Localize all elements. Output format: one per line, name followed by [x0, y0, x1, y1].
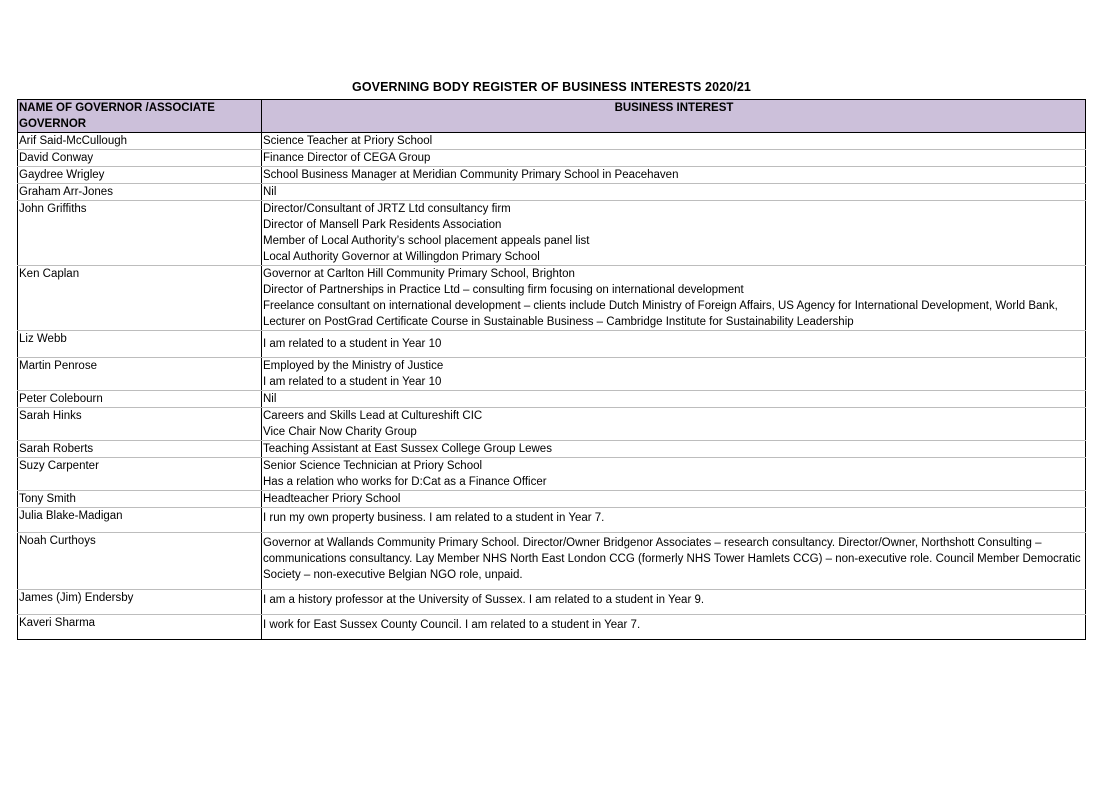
- table-row: [18, 133, 1086, 150]
- interest-line: I am a history professor at the University of Sussex. I am related to a student in Year 9.: [263, 594, 705, 606]
- business-interest: [262, 184, 1086, 201]
- interest-line: School Business Manager at Meridian Community Primary School in Peacehaven: [263, 169, 679, 181]
- table-row: [18, 508, 1086, 533]
- governor-name: Arif Said-McCullough: [18, 133, 262, 150]
- header-name: NAME OF GOVERNOR /ASSOCIATE GOVERNOR: [18, 100, 262, 133]
- interest-line: I run my own property business. I am related to a student in Year 7.: [263, 512, 605, 524]
- governor-name: Martin Penrose: [18, 358, 262, 391]
- interest-line: Governor at Wallands Community Primary School. Director/Owner Bridgenor Associates – research consultancy. Director/Owner, Northshott Consulting – communications consultancy. Lay Member NHS North East London CCG (formerly NHS Tower Hamlets CCG) – non-executive role. Council Member Democratic Society – non-executive Belgian NGO role, unpaid.: [263, 537, 1081, 581]
- governor-name: David Conway: [18, 150, 262, 167]
- governor-name: John Griffiths: [18, 201, 262, 266]
- interest-line: Employed by the Ministry of Justice: [263, 360, 444, 372]
- interest-line: Nil: [263, 393, 277, 405]
- governor-name: Kaveri Sharma: [18, 615, 262, 640]
- governor-name: Noah Curthoys: [18, 533, 262, 590]
- table-row: [18, 184, 1086, 201]
- interest-line: Science Teacher at Priory School: [263, 135, 433, 147]
- interest-line: Nil: [263, 186, 277, 198]
- interest-line: Freelance consultant on international development – clients include Dutch Ministry of Foreign Affairs, US Agency for International Development, World Bank, Lecturer on PostGrad Certificate Course in Sustainable Business – Cambridge Institute for Sustainability Leadership: [263, 300, 1058, 328]
- business-interest: [262, 266, 1086, 331]
- governor-name: Liz Webb: [18, 331, 262, 358]
- table-row: [18, 266, 1086, 331]
- business-interest: [262, 201, 1086, 266]
- document-title: GOVERNING BODY REGISTER OF BUSINESS INTERESTS 2020/21: [352, 80, 751, 94]
- register-table: [17, 99, 1086, 640]
- business-interest: [262, 491, 1086, 508]
- interest-line: Finance Director of CEGA Group: [263, 152, 431, 164]
- table-row: [18, 201, 1086, 266]
- header-business-interest: BUSINESS INTEREST: [262, 100, 1086, 133]
- business-interest: [262, 441, 1086, 458]
- interest-line: Director of Partnerships in Practice Ltd – consulting firm focusing on international development: [263, 284, 744, 296]
- table-row: [18, 358, 1086, 391]
- interest-line: Local Authority Governor at Willingdon Primary School: [263, 251, 540, 263]
- table-row: [18, 491, 1086, 508]
- business-interest: [262, 508, 1086, 533]
- interest-line: Headteacher Priory School: [263, 493, 401, 505]
- business-interest: [262, 167, 1086, 184]
- business-interest: [262, 133, 1086, 150]
- governor-name: James (Jim) Endersby: [18, 590, 262, 615]
- governor-name: Ken Caplan: [18, 266, 262, 331]
- interest-line: I work for East Sussex County Council. I am related to a student in Year 7.: [263, 619, 641, 631]
- table-row: [18, 458, 1086, 491]
- business-interest: [262, 590, 1086, 615]
- interest-line: Director of Mansell Park Residents Association: [263, 219, 502, 231]
- business-interest: [262, 358, 1086, 391]
- interest-line: Careers and Skills Lead at Cultureshift CIC: [263, 410, 483, 422]
- governor-name: Suzy Carpenter: [18, 458, 262, 491]
- interest-line: Governor at Carlton Hill Community Primary School, Brighton: [263, 268, 575, 280]
- table-row: [18, 441, 1086, 458]
- interest-line: Senior Science Technician at Priory School: [263, 460, 483, 472]
- table-row: [18, 391, 1086, 408]
- table-header-row: [18, 100, 1086, 133]
- interest-line: Has a relation who works for D:Cat as a Finance Officer: [263, 476, 547, 488]
- business-interest: [262, 331, 1086, 358]
- interest-line: Director/Consultant of JRTZ Ltd consultancy firm: [263, 203, 511, 215]
- governor-name: Sarah Hinks: [18, 408, 262, 441]
- business-interest: [262, 391, 1086, 408]
- governor-name: Gaydree Wrigley: [18, 167, 262, 184]
- business-interest: [262, 533, 1086, 590]
- table-row: [18, 167, 1086, 184]
- business-interest: [262, 458, 1086, 491]
- table-row: [18, 533, 1086, 590]
- interest-line: I am related to a student in Year 10: [263, 376, 442, 388]
- table-row: [18, 615, 1086, 640]
- table-row: [18, 408, 1086, 441]
- governor-name: Julia Blake-Madigan: [18, 508, 262, 533]
- governor-name: Sarah Roberts: [18, 441, 262, 458]
- interest-line: I am related to a student in Year 10: [263, 338, 442, 350]
- business-interest: [262, 408, 1086, 441]
- table-row: [18, 590, 1086, 615]
- governor-name: Tony Smith: [18, 491, 262, 508]
- table-row: [18, 150, 1086, 167]
- interest-line: Member of Local Authority’s school placement appeals panel list: [263, 235, 590, 247]
- business-interest: [262, 615, 1086, 640]
- business-interest: [262, 150, 1086, 167]
- table-row: [18, 331, 1086, 358]
- interest-line: Teaching Assistant at East Sussex College Group Lewes: [263, 443, 552, 455]
- governor-name: Peter Colebourn: [18, 391, 262, 408]
- governor-name: Graham Arr-Jones: [18, 184, 262, 201]
- interest-line: Vice Chair Now Charity Group: [263, 426, 417, 438]
- table-body: [18, 133, 1086, 640]
